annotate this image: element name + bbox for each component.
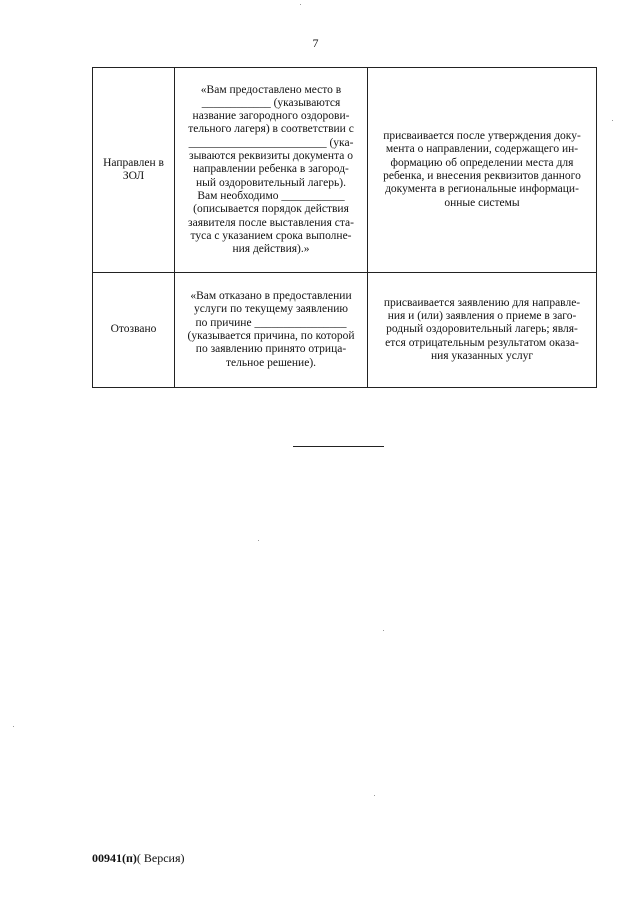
condition-line: мента о направлении, содержащего ин- (385, 143, 579, 156)
message-line: туса с указанием срока выполне- (190, 229, 352, 242)
table-row (93, 68, 597, 273)
message-cell (175, 273, 368, 388)
scan-speck (258, 540, 259, 541)
message-line: по заявлению принято отрица- (195, 343, 347, 356)
message-line: заявителя после выставления ста- (188, 216, 354, 229)
message-line: зываются реквизиты документа о (189, 150, 353, 163)
condition-line: присваивается после утверждения доку- (383, 130, 581, 143)
status-table (92, 67, 597, 388)
message-line: «Вам предоставлено место в (200, 83, 342, 96)
message-line: «Вам отказано в предоставлении (190, 290, 352, 303)
message-line: ный оздоровительный лагерь). (196, 176, 346, 189)
condition-line: документа в региональные информаци- (385, 183, 579, 196)
message-cell (175, 68, 368, 273)
condition-line: ется отрицательным результатом оказа- (385, 336, 579, 349)
page-number: 7 (312, 36, 319, 50)
scan-speck (300, 4, 301, 5)
scan-speck (383, 630, 384, 631)
status-line: Направлен в (103, 156, 164, 169)
message-line: ________________________ (ука- (188, 136, 354, 149)
scan-speck (13, 726, 14, 727)
end-divider (293, 446, 384, 447)
condition-cell (368, 68, 597, 273)
status-line: ЗОЛ (122, 170, 145, 182)
condition-cell (368, 273, 597, 388)
message-line: тельное решение). (225, 356, 317, 369)
condition-line: родный оздоровительный лагерь; явля- (386, 323, 578, 336)
message-line: направлении ребенка в загород- (193, 163, 349, 176)
table-row (93, 273, 597, 388)
message-line: ния действия).» (232, 243, 310, 256)
status-cell (93, 273, 175, 388)
message-line: название загородного оздорови- (192, 110, 350, 123)
status-cell (93, 68, 175, 273)
message-line: Вам необходимо ___________ (197, 189, 345, 202)
footer-version: ( Версия) (136, 851, 185, 865)
message-line: тельного лагеря) в соответствии с (188, 123, 354, 136)
condition-line: формацию об определении места для (390, 156, 574, 169)
message-line: (указывается причина, по которой (187, 330, 355, 342)
condition-line: ния и (или) заявления о приеме в заго- (387, 310, 577, 323)
scan-speck (612, 120, 613, 121)
message-line: услуги по текущему заявлению (193, 303, 348, 316)
message-line: ____________ (указываются (201, 96, 341, 109)
condition-line: онные системы (444, 196, 520, 209)
footer-document-code (92, 851, 185, 866)
status-line: Отозвано (110, 323, 157, 336)
message-line: по причине ________________ (195, 316, 347, 329)
footer-code: 00941(п) (92, 851, 137, 865)
condition-line: присваивается заявлению для направле- (383, 296, 581, 309)
message-line: (описывается порядок действия (193, 203, 349, 216)
scan-speck (374, 795, 375, 796)
condition-line: ния указанных услуг (430, 349, 534, 362)
condition-line: ребенка, и внесения реквизитов данного (383, 170, 581, 182)
